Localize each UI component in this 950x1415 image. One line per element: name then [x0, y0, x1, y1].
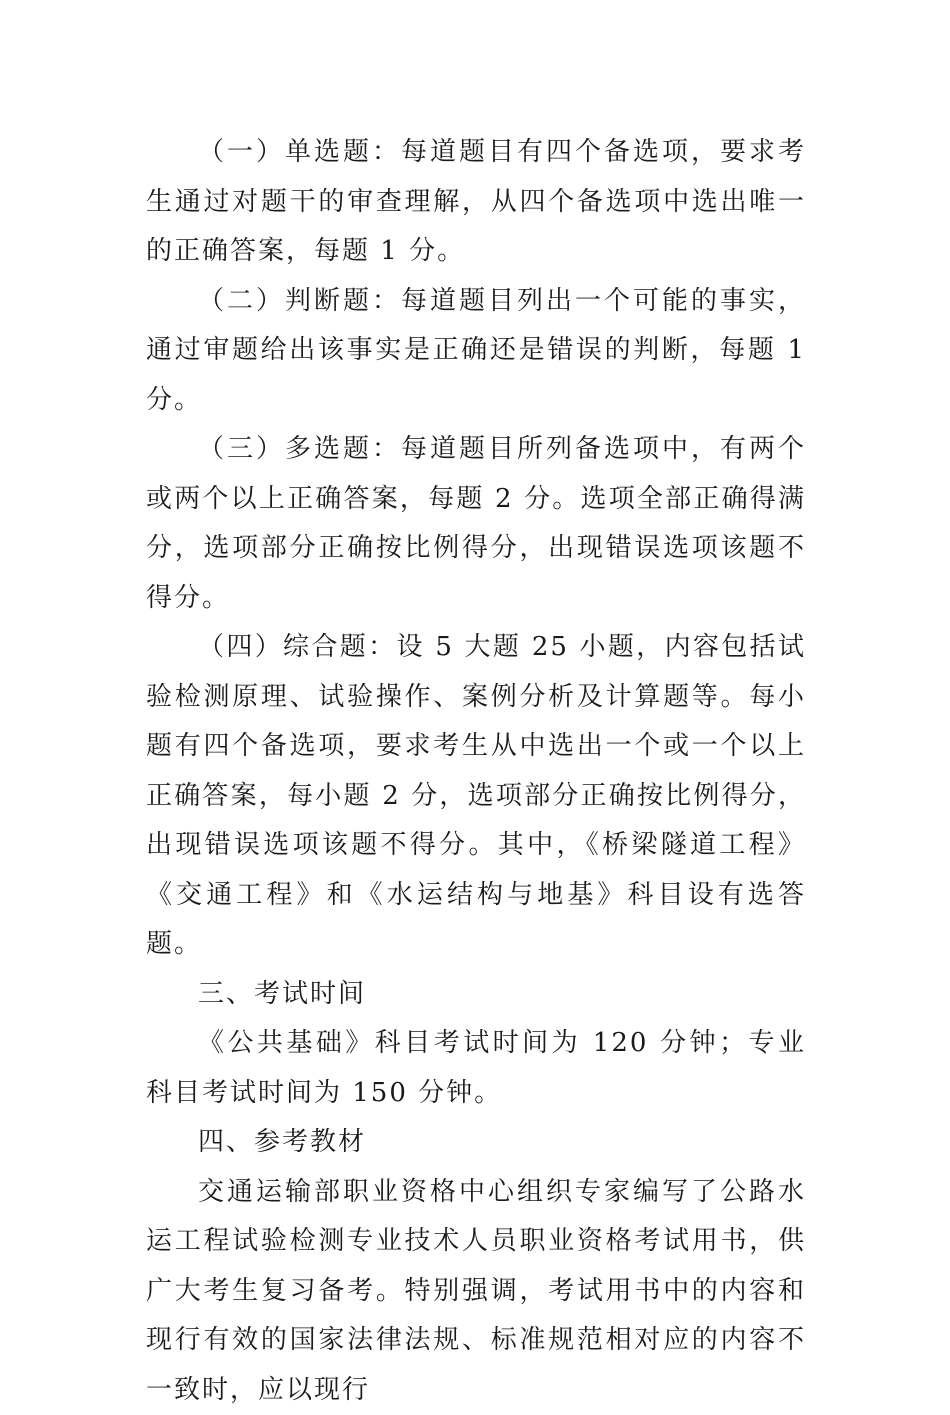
section-heading-reference-materials: 四、参考教材 [146, 1118, 806, 1168]
paragraph-true-false: （二）判断题：每道题目列出一个可能的事实，通过审题给出该事实是正确还是错误的判断，每题 1 分。 [146, 277, 806, 426]
paragraph-reference-materials: 交通运输部职业资格中心组织专家编写了公路水运工程试验检测专业技术人员职业资格考试用书，供广大考生复习备考。特别强调，考试用书中的内容和现行有效的国家法律法规、标准规范相对应的内容不一致时，应以现行 [146, 1168, 806, 1415]
section-heading-exam-time: 三、考试时间 [146, 970, 806, 1020]
paragraph-multiple-choice: （三）多选题：每道题目所列备选项中，有两个或两个以上正确答案，每题 2 分。选项全部正确得满分，选项部分正确按比例得分，出现错误选项该题不得分。 [146, 425, 806, 623]
paragraph-exam-time: 《公共基础》科目考试时间为 120 分钟；专业科目考试时间为 150 分钟。 [146, 1019, 806, 1118]
paragraph-comprehensive: （四）综合题：设 5 大题 25 小题，内容包括试验检测原理、试验操作、案例分析及计算题等。每小题有四个备选项，要求考生从中选出一个或一个以上正确答案，每小题 2 分，选项部分正确按比例得分，出现错误选项该题不得分。其中，《桥梁隧道工程》《交通工程》和《水运结构与地基》科目设有选答题。 [146, 623, 806, 970]
document-body [146, 128, 806, 1415]
paragraph-single-choice: （一）单选题：每道题目有四个备选项，要求考生通过对题干的审查理解，从四个备选项中选出唯一的正确答案，每题 1 分。 [146, 128, 806, 277]
